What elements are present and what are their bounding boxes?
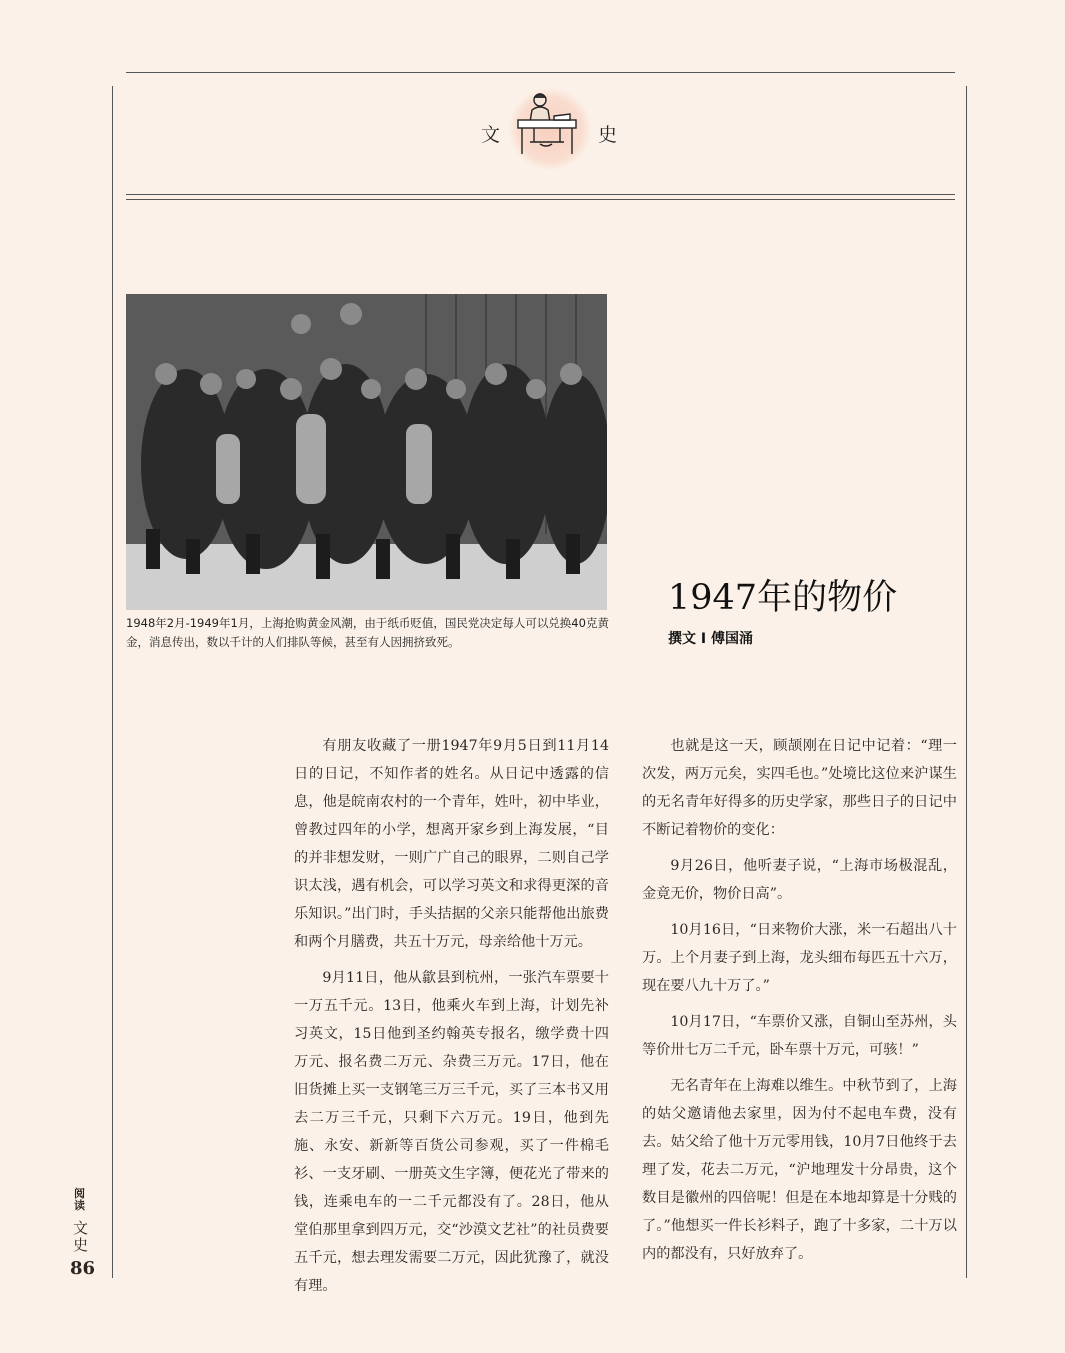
right-margin-rule: [966, 86, 967, 1278]
header-rule-2: [126, 199, 955, 200]
section-label-left: 文: [481, 124, 501, 146]
photo-caption: 1948年2月-1949年1月，上海抢购黄金风潮，由于纸币贬值，国民党决定每人可以兑换40克黄金，消息传出，数以千计的人们排队等候，甚至有人因拥挤致死。: [126, 616, 609, 649]
page-number: 86: [70, 1258, 96, 1279]
historical-crowd-photo: [126, 294, 607, 610]
paragraph: 10月17日，“车票价又涨，自铜山至苏州，头等价卅七万二千元，卧车票十万元，可骇！”: [642, 1014, 957, 1058]
scholar-at-desk-icon: [510, 86, 590, 166]
paragraph: 无名青年在上海难以维生。中秋节到了，上海的姑父邀请他去家里，因为付不起电车费，没有去。姑父给了他十万元零用钱，10月7日他终于去理了发，花去二万元，“沪地理发十分昂贵，这个数目是徽州的四倍呢！但是在本地却算是十分贱的了。”他想买一件长衫料子，跑了十多家，二十万以内的都没有，只好放弃了。: [642, 1078, 957, 1262]
top-rule: [126, 72, 955, 73]
paragraph: 9月26日，他听妻子说，“上海市场极混乱，金竟无价，物价日高”。: [642, 858, 957, 902]
folio-section: 文史: [73, 1219, 89, 1254]
body-column-2: [642, 732, 957, 1276]
crowd-photo-illustration: [126, 294, 607, 610]
paragraph: 10月16日，“日来物价大涨，米一石超出八十万。上个月妻子到上海，龙头细布每匹五十六万，现在要八九十万了。”: [642, 922, 957, 994]
section-label-right: 史: [598, 124, 618, 146]
body-column-1: [294, 732, 609, 1308]
article-title: 1947年的物价: [668, 578, 898, 618]
paragraph: 9月11日，他从歙县到杭州，一张汽车票要十一万五千元。13日，他乘火车到上海，计划先补习英文，15日他到圣约翰英专报名，缴学费十四万元、报名费二万元、杂费三万元。17日，他在旧货摊上买一支钢笔三万三千元，买了三本书又用去二万三千元，只剩下六万元。19日，他到先施、永安、新新等百货公司参观，买了一件棉毛衫、一支牙刷、一册英文生字簿，便花光了带来的钱，连乘电车的一二千元都没有了。28日，他从堂伯那里拿到四万元，交“沙漠文艺社”的社员费要五千元，想去理发需要二万元，因此犹豫了，就没有理。: [294, 970, 609, 1294]
left-margin-rule: [112, 86, 113, 1278]
paragraph: 有朋友收藏了一册1947年9月5日到11月14日的日记，不知作者的姓名。从日记中透露的信息，他是皖南农村的一个青年，姓叶，初中毕业，曾教过四年的小学，想离开家乡到上海发展，“目的并非想发财，一则广广自己的眼界，二则自己学识太浅，遇有机会，可以学习英文和求得更深的音乐知识。”出门时，手头拮据的父亲只能帮他出旅费和两个月膳费，共五十万元，母亲给他十万元。: [294, 738, 609, 950]
article-byline: 撰文 I 傅国涌: [668, 631, 753, 647]
magazine-name: 阅读: [74, 1187, 85, 1212]
paragraph: 也就是这一天，顾颉刚在日记中记着：“理一次发，两万元矣，实四毛也。”处境比这位来沪谋生的无名青年好得多的历史学家，那些日子的日记中不断记着物价的变化：: [642, 738, 957, 838]
header-rule-1: [126, 194, 955, 195]
